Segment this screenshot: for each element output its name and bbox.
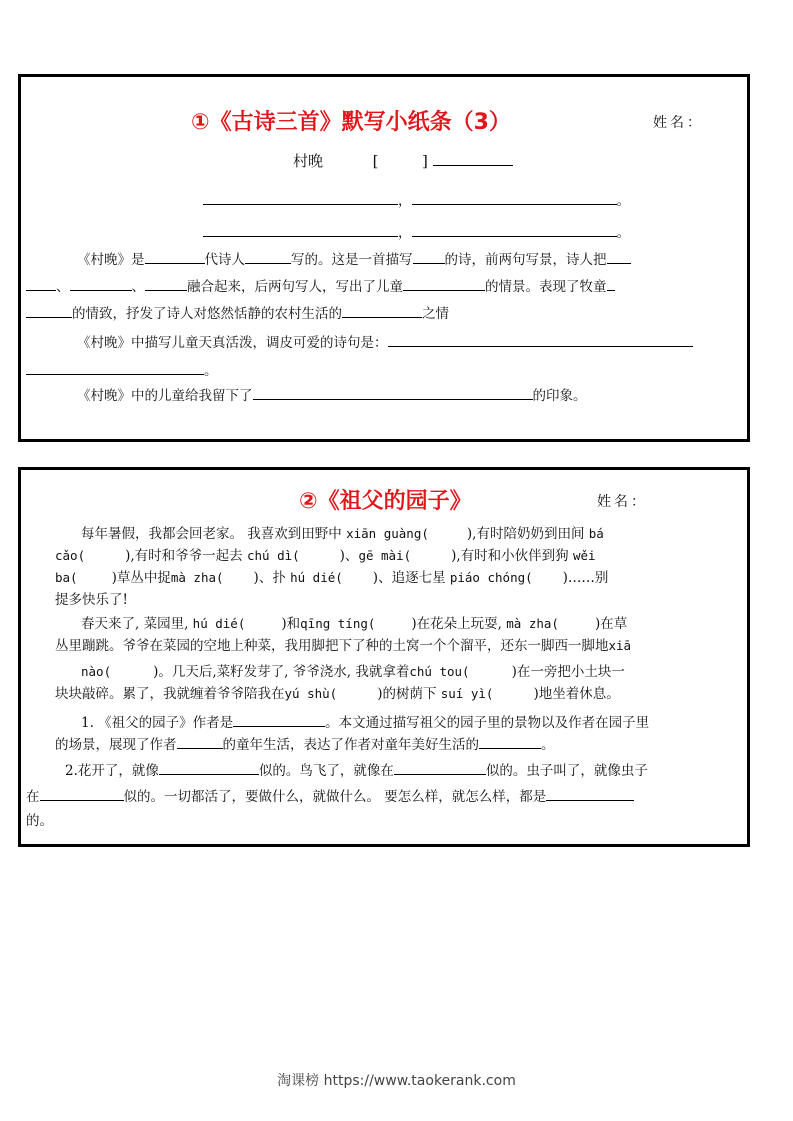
text: )地坐着休息。 — [533, 686, 620, 702]
blank[interactable] — [159, 760, 259, 775]
text: 春天来了, 菜园里, — [81, 616, 193, 632]
text: 丛里蹦跳。爷爷在菜园的空地上种菜，我用脚把下了种的土窝一个个溜平，还东一脚西一脚地 — [55, 638, 609, 654]
pinyin: yú shù( — [284, 686, 338, 701]
text: 《村晚》中的儿童给我留下了 — [77, 388, 253, 404]
worksheet-section-2 — [18, 467, 750, 847]
blank[interactable] — [233, 712, 325, 727]
footer-watermark: 淘课榜 https://www.taokerank.com — [277, 1073, 516, 1089]
text: 写的。这是一首描写 — [291, 252, 413, 268]
question-1-line-1 — [81, 712, 649, 732]
blank[interactable] — [546, 786, 634, 801]
pinyin: xiā — [608, 638, 632, 653]
text: )草丛中捉 — [111, 570, 171, 586]
question-2-line-1 — [77, 332, 693, 352]
name-label: 姓名： — [597, 494, 648, 510]
pinyin: xiān guàng( — [346, 526, 429, 541]
text: )的树荫下 — [377, 686, 441, 702]
text: )、追逐七星 — [372, 570, 450, 586]
text: 之情 — [422, 306, 449, 322]
text: 在 — [26, 789, 40, 805]
pinyin: mà zha( — [170, 570, 224, 585]
text: )、 — [339, 548, 359, 564]
pinyin: nào( — [81, 664, 112, 679]
passage-line-8 — [55, 685, 620, 703]
text: 似的。一切都活了，要做什么，就做什么。 要怎么样，就怎么样，都是 — [123, 789, 547, 805]
passage-line-2 — [55, 547, 596, 565]
text: 1. 《祖父的园子》作者是 — [81, 715, 234, 731]
pinyin: bá — [588, 526, 604, 541]
text: 、 — [56, 279, 70, 295]
text: ),有时和爷爷一起去 — [125, 548, 247, 564]
poem-blank[interactable] — [412, 190, 617, 205]
passage-line-4 — [55, 591, 128, 609]
punct: ， — [398, 225, 412, 241]
text: )、扑 — [253, 570, 291, 586]
text: )和 — [281, 616, 301, 632]
text: 的童年生活，表达了作者对童年美好生活的 — [222, 737, 479, 753]
poem-blank[interactable] — [203, 190, 398, 205]
blank[interactable] — [607, 276, 615, 291]
blank[interactable] — [342, 303, 422, 318]
text: 。本文通过描写祖父的园子里的景物以及作者在园子里 — [325, 715, 650, 731]
pinyin: wěi — [572, 548, 596, 563]
text: 代诗人 — [204, 252, 245, 268]
text: 似的。鸟飞了，就像在 — [258, 763, 394, 779]
name-label: 姓名： — [653, 115, 704, 131]
text: )在一旁把小土块一 — [511, 664, 625, 680]
text: 。 — [541, 737, 555, 753]
text: 2.花开了，就像 — [65, 763, 159, 779]
blank[interactable] — [245, 249, 291, 264]
question-2-line-2 — [26, 360, 218, 380]
text: 的情景。表现了牧童 — [485, 279, 607, 295]
blank[interactable] — [388, 332, 693, 347]
text: )在花朵上玩耍, — [411, 616, 507, 632]
pinyin: chú dì( — [246, 548, 300, 563]
blank[interactable] — [253, 385, 533, 400]
pinyin: gē mài( — [358, 548, 412, 563]
question-2-line-2 — [26, 786, 634, 806]
text: 似的。虫子叫了，就像虫子 — [485, 763, 648, 779]
question-1-line-3 — [26, 303, 449, 323]
blank[interactable] — [403, 276, 485, 291]
section-1-title: ①《古诗三首》默写小纸条（3） — [191, 110, 511, 135]
poem-title: 村晚 — [293, 152, 324, 170]
punct: 。 — [616, 225, 630, 241]
text: 《村晚》中描写儿童天真活泼，调皮可爱的诗句是： — [77, 335, 388, 351]
section-2-title: ②《祖父的园子》 — [299, 489, 472, 514]
blank[interactable] — [394, 760, 486, 775]
poem-blank[interactable] — [203, 222, 398, 237]
passage-line-7 — [81, 663, 625, 681]
passage-line-5 — [81, 615, 627, 633]
pinyin: cǎo( — [55, 548, 86, 563]
pinyin: mà zha( — [506, 616, 559, 631]
pinyin: hú dié( — [290, 570, 343, 585]
question-1-line-2 — [55, 734, 555, 754]
question-2-line-1 — [65, 760, 648, 780]
passage-line-1 — [81, 525, 604, 543]
blank[interactable] — [40, 786, 124, 801]
text: 、 — [131, 279, 145, 295]
question-1-line-2 — [26, 276, 615, 296]
blank[interactable] — [177, 734, 223, 749]
text: 的情致，抒发了诗人对悠然恬静的农村生活的 — [72, 306, 342, 322]
poem-blank[interactable] — [412, 222, 617, 237]
blank[interactable] — [26, 360, 204, 375]
poem-line-1 — [203, 190, 630, 210]
text: 融合起来，后两句写人，写出了儿童 — [187, 279, 403, 295]
worksheet-section-1 — [18, 74, 750, 442]
text: )。几天后,菜籽发芽了, 爷爷浇水, 我就拿着 — [153, 664, 410, 680]
text: ),有时和小伙伴到狗 — [451, 548, 573, 564]
poem-line-2 — [203, 222, 630, 242]
question-2-line-3 — [26, 812, 53, 830]
blank[interactable] — [479, 734, 541, 749]
text: )……别 — [562, 570, 609, 586]
text: 块块敲碎。累了，我就缠着爷爷陪我在 — [55, 686, 285, 702]
text: 的印象。 — [532, 388, 587, 404]
punct: 。 — [616, 193, 630, 209]
text: 提多快乐了! — [55, 592, 128, 608]
pinyin: piáo chóng( — [449, 570, 533, 585]
poem-title-line — [293, 151, 513, 170]
text: 的诗，前两句写景，诗人把 — [444, 252, 607, 268]
pinyin: qīng tíng( — [300, 616, 376, 631]
dynasty-bracket-open: [ — [372, 152, 379, 170]
text: ),有时陪奶奶到田间 — [466, 526, 589, 542]
passage-line-6 — [55, 637, 631, 655]
text: 的场景，展现了作者 — [55, 737, 177, 753]
dynasty-bracket-close: ] — [422, 152, 428, 170]
text: )在草 — [594, 616, 628, 632]
blank[interactable] — [607, 249, 631, 264]
text: 的。 — [26, 813, 53, 829]
author-blank[interactable] — [433, 151, 513, 166]
question-3 — [77, 385, 587, 405]
blank[interactable] — [145, 276, 187, 291]
pinyin: hú dié( — [192, 616, 246, 631]
blank[interactable] — [26, 303, 72, 318]
blank[interactable] — [413, 249, 445, 264]
blank[interactable] — [145, 249, 205, 264]
blank[interactable] — [70, 276, 132, 291]
passage-line-3 — [55, 569, 608, 587]
text: 。 — [204, 363, 218, 379]
pinyin: suí yì( — [440, 686, 494, 701]
blank[interactable] — [26, 276, 56, 291]
punct: ， — [398, 193, 412, 209]
text: 《村晚》是 — [77, 252, 145, 268]
question-1-line-1 — [77, 249, 631, 269]
text: 每年暑假，我都会回老家。 我喜欢到田野中 — [81, 526, 347, 542]
pinyin: chú tou( — [409, 664, 470, 679]
pinyin: ba( — [55, 570, 78, 585]
